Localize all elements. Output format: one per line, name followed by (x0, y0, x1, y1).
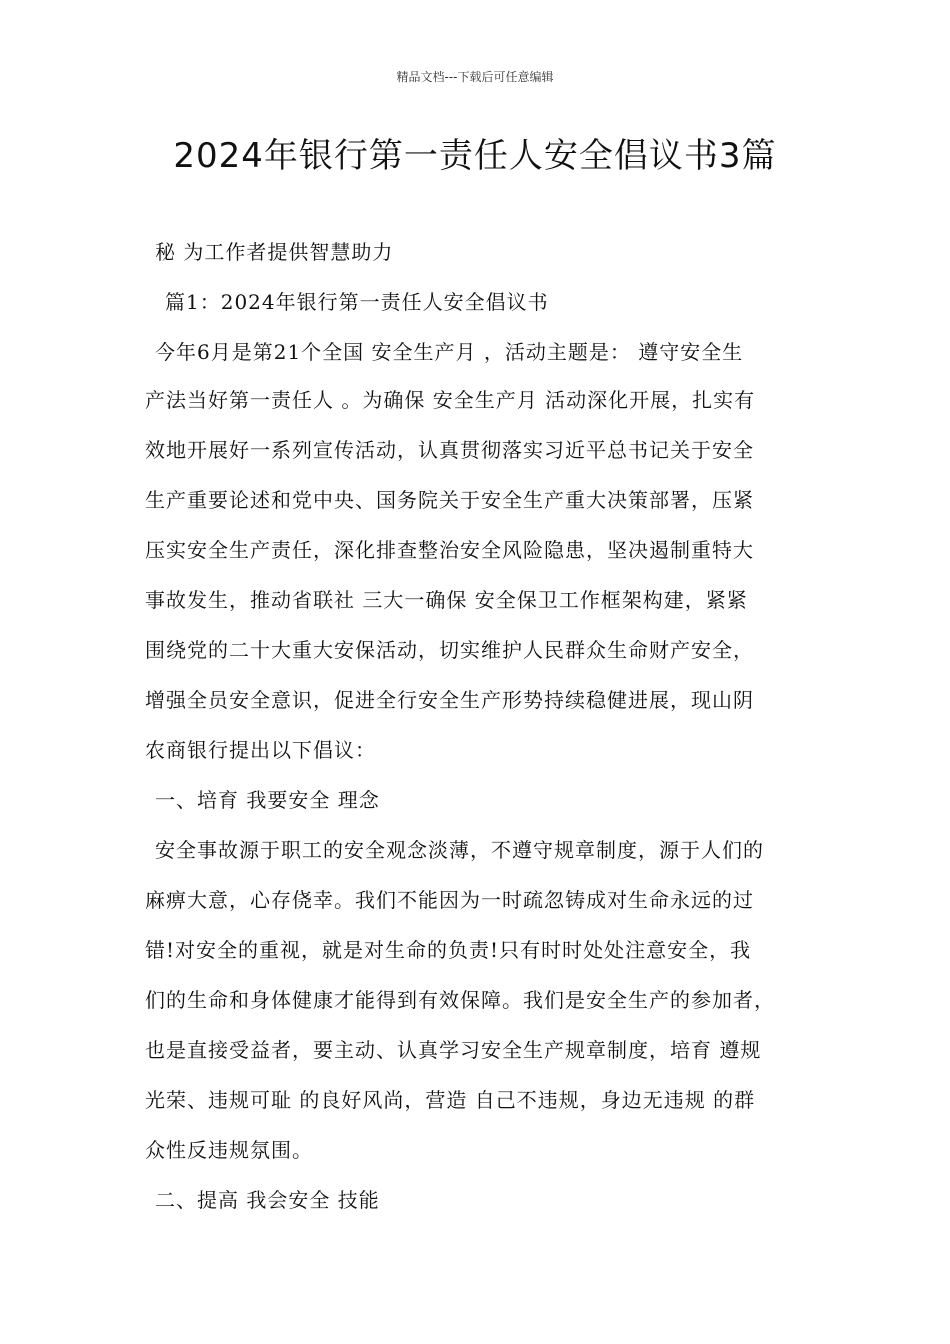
tagline: 秘 为工作者提供智慧助力 (155, 240, 394, 264)
document-title: 2024年银行第一责任人安全倡议书3篇 (173, 136, 777, 176)
paragraph-line: 围绕党的二十大重大安保活动，切实维护人民群众生命财产安全， (145, 638, 754, 662)
page-header: 精品文档---下载后可任意编辑 (396, 70, 554, 84)
paragraph-line: 麻痹大意，心存侥幸。我们不能因为一时疏忽铸成对生命永远的过 (145, 888, 754, 912)
paragraph-line: 也是直接受益者，要主动、认真学习安全生产规章制度，培育 遵规 (145, 1038, 762, 1062)
paragraph-line: 今年6月是第21个全国 安全生产月 ，活动主题是： 遵守安全生 (155, 340, 744, 364)
paragraph-line: 众性反违规氛围。 (145, 1138, 313, 1162)
subsection-heading: 二、提高 我会安全 技能 (155, 1188, 380, 1212)
subsection-heading: 一、培育 我要安全 理念 (155, 788, 380, 812)
paragraph-line: 压实安全生产责任，深化排查整治安全风险隐患，坚决遏制重特大 (145, 538, 754, 562)
paragraph-line: 农商银行提出以下倡议： (145, 738, 376, 762)
paragraph-line: 产法当好第一责任人 。为确保 安全生产月 活动深化开展，扎实有 (145, 388, 756, 412)
paragraph-line: 事故发生，推动省联社 三大一确保 安全保卫工作框架构建，紧紧 (145, 588, 748, 612)
paragraph-line: 安全事故源于职工的安全观念淡薄，不遵守规章制度，源于人们的 (155, 838, 764, 862)
paragraph-line: 错!对安全的重视，就是对生命的负责!只有时时处处注意安全，我 (145, 938, 752, 962)
paragraph-line: 效地开展好一系列宣传活动，认真贯彻落实习近平总书记关于安全 (145, 438, 754, 462)
section-heading: 篇1：2024年银行第一责任人安全倡议书 (165, 290, 549, 314)
paragraph-line: 光荣、违规可耻 的良好风尚，营造 自己不违规，身边无违规 的群 (145, 1088, 756, 1112)
paragraph-line: 生产重要论述和党中央、国务院关于安全生产重大决策部署，压紧 (145, 488, 754, 512)
paragraph-line: 增强全员安全意识，促进全行安全生产形势持续稳健进展，现山阴 (145, 688, 754, 712)
paragraph-line: 们的生命和身体健康才能得到有效保障。我们是安全生产的参加者， (145, 988, 775, 1012)
